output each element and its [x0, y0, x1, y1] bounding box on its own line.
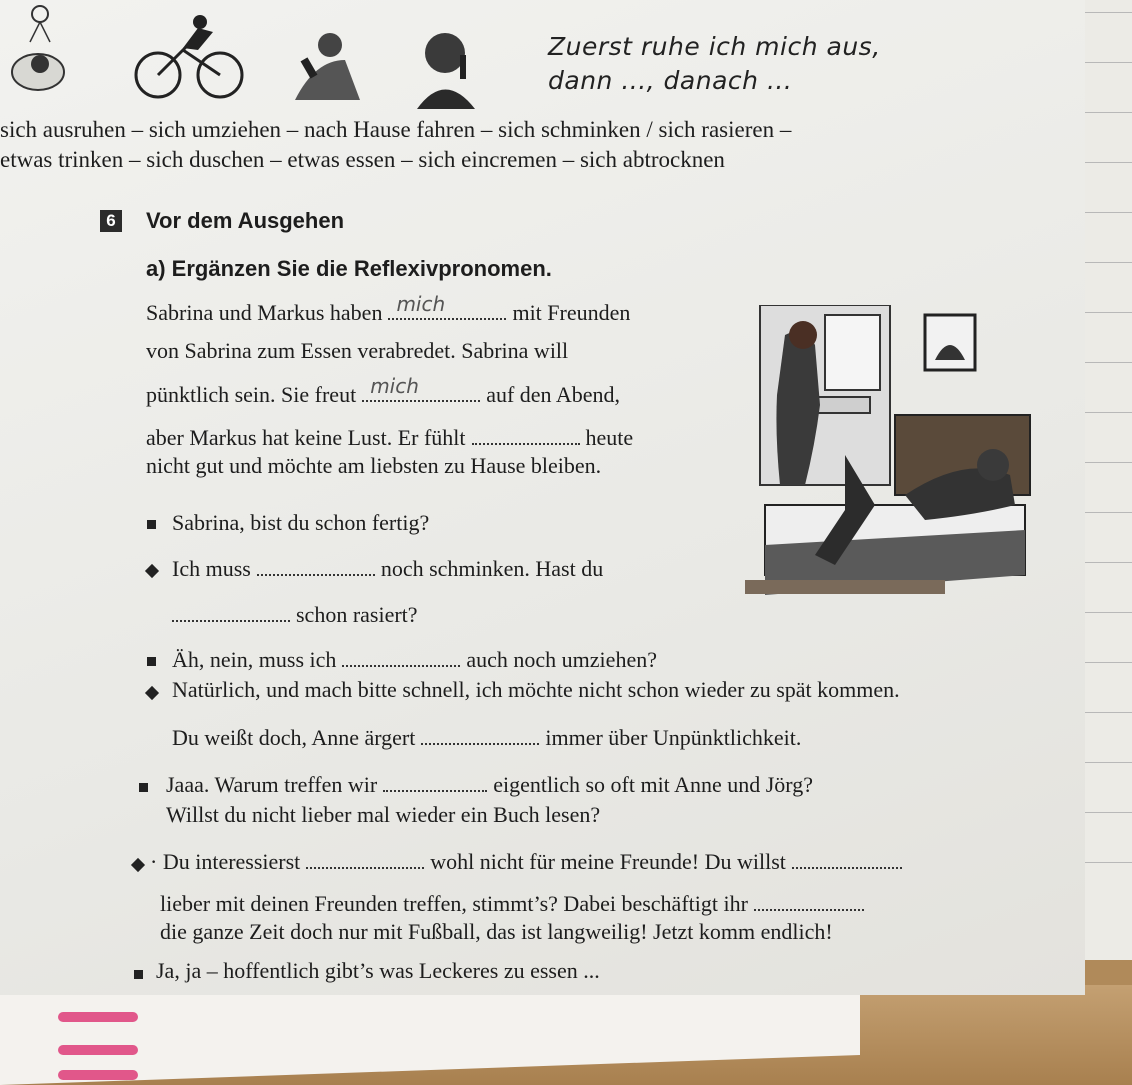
text-segment: Äh, nein, muss ich	[172, 647, 337, 672]
text-line	[146, 292, 631, 326]
notebook-spiral	[58, 1045, 138, 1055]
text-segment: wohl nicht für meine Freunde! Du willst	[430, 849, 786, 874]
answer-blank[interactable]	[754, 891, 864, 911]
text-segment: eigentlich so oft mit Anne und Jörg?	[493, 772, 813, 797]
answer-blank[interactable]	[383, 772, 487, 792]
dialogue-line	[150, 849, 908, 875]
answer-blank[interactable]	[172, 602, 290, 622]
text-segment: lieber mit deinen Freunden treffen, stimmt’s? Dabei beschäftigt ihr	[160, 891, 748, 916]
text-segment: schon rasiert?	[296, 602, 418, 627]
dialogue-line	[172, 647, 657, 673]
speaker-markus-bullet	[134, 970, 143, 979]
word-list	[0, 115, 791, 175]
speaker-sabrina-bullet	[145, 686, 159, 700]
handwritten-answer: mich	[396, 292, 446, 316]
dialogue-line	[166, 772, 813, 798]
exercise-title: Vor dem Ausgehen	[146, 208, 345, 233]
notebook-spiral	[58, 1070, 138, 1080]
text-segment: Jaaa. Warum treffen wir	[166, 772, 378, 797]
answer-blank[interactable]	[388, 292, 506, 320]
text-segment: Ich muss	[172, 556, 251, 581]
eating-illustration	[405, 25, 490, 110]
shower-illustration	[0, 2, 80, 97]
answer-blank[interactable]	[472, 425, 580, 445]
answer-blank[interactable]	[792, 849, 902, 869]
text-segment: · Du interessierst	[150, 849, 301, 874]
handwritten-answer: mich	[370, 374, 419, 398]
text-line	[146, 425, 633, 451]
dialogue-line	[172, 556, 603, 582]
handwritten-line-1: Zuerst ruhe ich mich aus,	[548, 32, 881, 61]
dialogue-line	[160, 891, 870, 917]
text-segment: Sabrina und Markus haben	[146, 300, 383, 325]
answer-blank[interactable]	[306, 849, 424, 869]
text-segment: immer über Unpünktlichkeit.	[545, 725, 802, 750]
drinking-illustration	[275, 30, 375, 105]
speaker-sabrina-bullet	[131, 858, 145, 872]
dialogue-line: Ja, ja – hoffentlich gibt’s was Leckeres zu essen ...	[156, 958, 600, 983]
speaker-markus-bullet	[139, 783, 148, 792]
notebook-lined-page	[1085, 0, 1132, 960]
text-segment: heute	[585, 425, 634, 450]
exercise-header	[100, 208, 344, 234]
dialogue-line: Natürlich, und mach bitte schnell, ich möchte nicht schon wieder zu spät kommen.	[172, 677, 900, 702]
text-segment: noch schminken. Hast du	[380, 556, 604, 581]
answer-blank[interactable]	[362, 374, 480, 402]
notebook-spiral	[58, 1012, 138, 1022]
text-segment: pünktlich sein. Sie freut	[146, 382, 357, 407]
speaker-markus-bullet	[147, 657, 156, 666]
speaker-sabrina-bullet	[145, 564, 159, 578]
text-segment: mit Freunden	[512, 300, 631, 325]
dialogue-line: die ganze Zeit doch nur mit Fußball, das ist langweilig! Jetzt komm endlich!	[160, 919, 833, 944]
text-segment: auch noch umziehen?	[466, 647, 657, 672]
dialogue-line: Sabrina, bist du schon fertig?	[172, 510, 430, 535]
task-instruction: a) Ergänzen Sie die Reflexivpronomen.	[146, 256, 552, 281]
handwritten-line-2: dann ..., danach ...	[548, 66, 793, 95]
text-segment: auf den Abend,	[486, 382, 620, 407]
handwritten-example	[548, 30, 881, 98]
answer-blank[interactable]	[342, 647, 460, 667]
exercise-number: 6	[100, 210, 122, 232]
dialogue-line	[172, 602, 418, 628]
text-line: von Sabrina zum Essen verabredet. Sabrina will	[146, 338, 569, 363]
text-line: nicht gut und möchte am liebsten zu Hause bleiben.	[146, 453, 602, 478]
cyclist-illustration	[128, 10, 248, 100]
dialogue-line: Willst du nicht lieber mal wieder ein Buch lesen?	[166, 802, 601, 827]
text-line	[146, 374, 620, 408]
speaker-markus-bullet	[147, 520, 156, 529]
answer-blank[interactable]	[421, 725, 539, 745]
text-segment: aber Markus hat keine Lust. Er fühlt	[146, 425, 466, 450]
dialogue-line	[172, 725, 801, 751]
bedroom-scene-illustration	[725, 305, 1035, 605]
answer-blank[interactable]	[257, 556, 375, 576]
word-list-line-1: sich ausruhen – sich umziehen – nach Hause fahren – sich schminken / sich rasieren –	[0, 117, 792, 142]
word-list-line-2: etwas trinken – sich duschen – etwas essen – sich eincremen – sich abtrocknen	[0, 147, 725, 172]
text-segment: Du weißt doch, Anne ärgert	[172, 725, 416, 750]
